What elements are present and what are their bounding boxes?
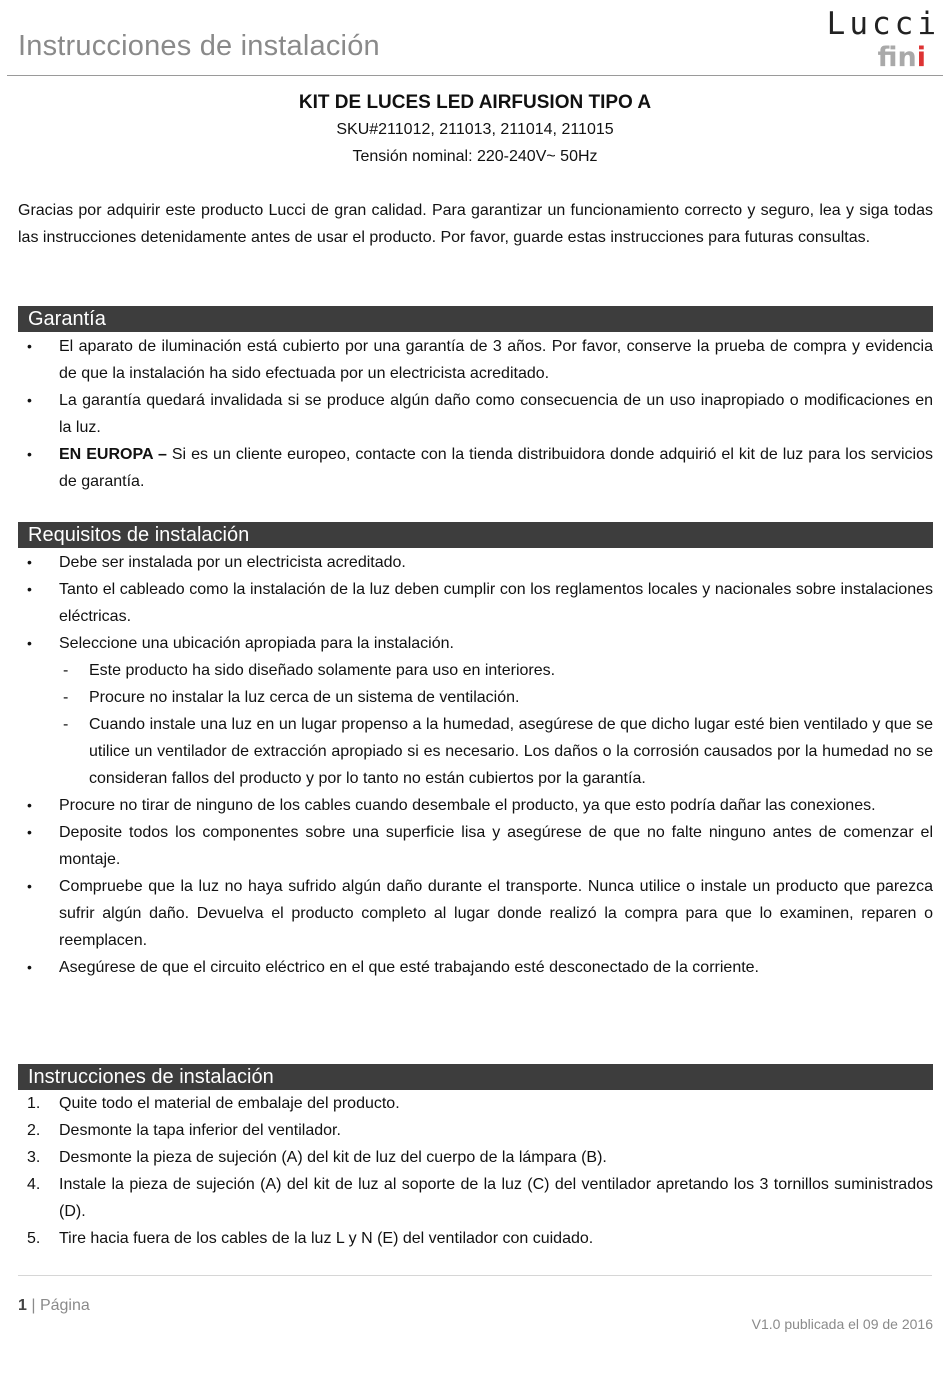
document-title: KIT DE LUCES LED AIRFUSION TIPO A [298,92,652,113]
voltage-line: Tensión nominal: 220-240V~ 50Hz [352,148,598,165]
item-text: Desmonte la pieza de sujeción (A) del kit de luz del cuerpo de la lámpara (B). [59,1149,607,1166]
intro-paragraph: Gracias por adquirir este producto Lucci de gran calidad. Para garantizar un funcionamiento correcto y seguro, lea y siga todas las instrucciones detenidamente antes de usar el producto. Por favor, guarde estas instrucciones para futuras consultas. [18,202,933,246]
item-text: Cuando instale una luz en un lugar propenso a la humedad, asegúrese de que dicho lugar esté bien ventilado y que se utilice un ventilador de extracción apropiado si es necesario. Los daños o la corrosión causados por la humedad no se consideran fallos del producto y por lo tanto no están cubiertos por la garantía. [89,716,933,787]
requirement-item [18,954,933,981]
step-number: 4. [27,1176,41,1193]
step-number: 3. [27,1149,41,1166]
warranty-item [18,441,933,495]
item-text: El aparato de iluminación está cubierto por una garantía de 3 años. Por favor, conserve la prueba de compra y evidencia de que la instalación ha sido efectuada por un electricista acreditado. [59,338,933,382]
version-note: V1.0 publicada el 09 de 2016 [751,1316,933,1332]
requirement-item [18,549,933,576]
requirement-item [18,576,933,630]
instruction-step [18,1171,933,1225]
step-number: 1. [27,1095,41,1112]
bullet-marker: • [27,554,32,570]
item-emphasis: EN EUROPA – [59,446,167,463]
page-indicator: 1 | Página [18,1297,90,1314]
instruction-step [18,1117,933,1144]
warranty-list [18,333,933,495]
dash-marker: - [63,662,69,679]
requirement-subitem [18,711,933,792]
item-text: Tire hacia fuera de los cables de la luz L y N (E) del ventilador con cuidado. [59,1230,594,1247]
requirement-item [18,873,933,954]
requirement-subitem [18,657,933,684]
requirement-item [18,792,933,819]
item-text: Instale la pieza de sujeción (A) del kit de luz al soporte de la luz (C) del ventilador apretando los 3 tornillos suministrados (D). [59,1176,933,1220]
dash-marker: - [63,716,69,733]
item-text: Quite todo el material de embalaje del producto. [59,1095,400,1112]
item-text: Tanto el cableado como la instalación de la luz deben cumplir con los reglamentos locales y nacionales sobre instalaciones eléctricas. [59,581,933,625]
warranty-item [18,387,933,441]
requirement-item [18,630,933,657]
dash-marker: - [63,689,69,706]
bullet-marker: • [27,392,32,408]
bullet-marker: • [27,446,32,462]
title-block [0,90,950,170]
section-heading-warranty: Garantía [18,306,933,332]
item-text: Seleccione una ubicación apropiada para la instalación. [59,635,454,652]
item-text: Procure no tirar de ninguno de los cables cuando desembale el producto, ya que esto podría dañar las conexiones. [59,797,876,814]
bullet-marker: • [27,959,32,975]
lucci-fini-logo [826,6,944,74]
instruction-step [18,1090,933,1117]
sku-line: SKU#211012, 211013, 211014, 211015 [336,121,614,138]
requirement-subitem [18,684,933,711]
bullet-marker: • [27,878,32,894]
instructions-list [18,1090,933,1252]
warranty-item [18,333,933,387]
item-text: Desmonte la tapa inferior del ventilador. [59,1122,341,1139]
section-heading-instructions: Instrucciones de instalación [18,1064,933,1090]
item-text: La garantía quedará invalidada si se produce algún daño como consecuencia de un uso inapropiado o modificaciones en la luz. [59,392,933,436]
item-text: Deposite todos los componentes sobre una superficie lisa y asegúrese de que no falte ninguno antes de comenzar el montaje. [59,824,933,868]
item-text: Compruebe que la luz no haya sufrido algún daño durante el transporte. Nunca utilice o instale un producto que parezca sufrir algún daño. Devuelva el producto completo al lugar donde realizó la compra para que lo examinen, reparen o reemplacen. [59,878,933,949]
header-title: Instrucciones de instalación [18,30,380,62]
step-number: 5. [27,1230,41,1247]
step-number: 2. [27,1122,41,1139]
logo-fini-text: fini [877,42,926,73]
requirements-list [18,549,933,981]
requirement-item [18,819,933,873]
instruction-step [18,1144,933,1171]
bullet-marker: • [27,797,32,813]
item-text: Si es un cliente europeo, contacte con la tienda distribuidora donde adquirió el kit de luz para los servicios de garantía. [59,446,934,490]
logo-lucci-text: Lucci [826,6,940,42]
bullet-marker: • [27,635,32,651]
bullet-marker: • [27,824,32,840]
footer-divider [18,1275,932,1276]
section-heading-requirements: Requisitos de instalación [18,522,933,548]
item-text: Debe ser instalada por un electricista acreditado. [59,554,406,571]
instruction-step [18,1225,933,1252]
item-text: Procure no instalar la luz cerca de un sistema de ventilación. [89,689,520,706]
item-text: Asegúrese de que el circuito eléctrico en el que esté trabajando esté desconectado de la corriente. [59,959,759,976]
bullet-marker: • [27,338,32,354]
header-divider [7,75,943,76]
item-text: Este producto ha sido diseñado solamente para uso en interiores. [89,662,556,679]
bullet-marker: • [27,581,32,597]
